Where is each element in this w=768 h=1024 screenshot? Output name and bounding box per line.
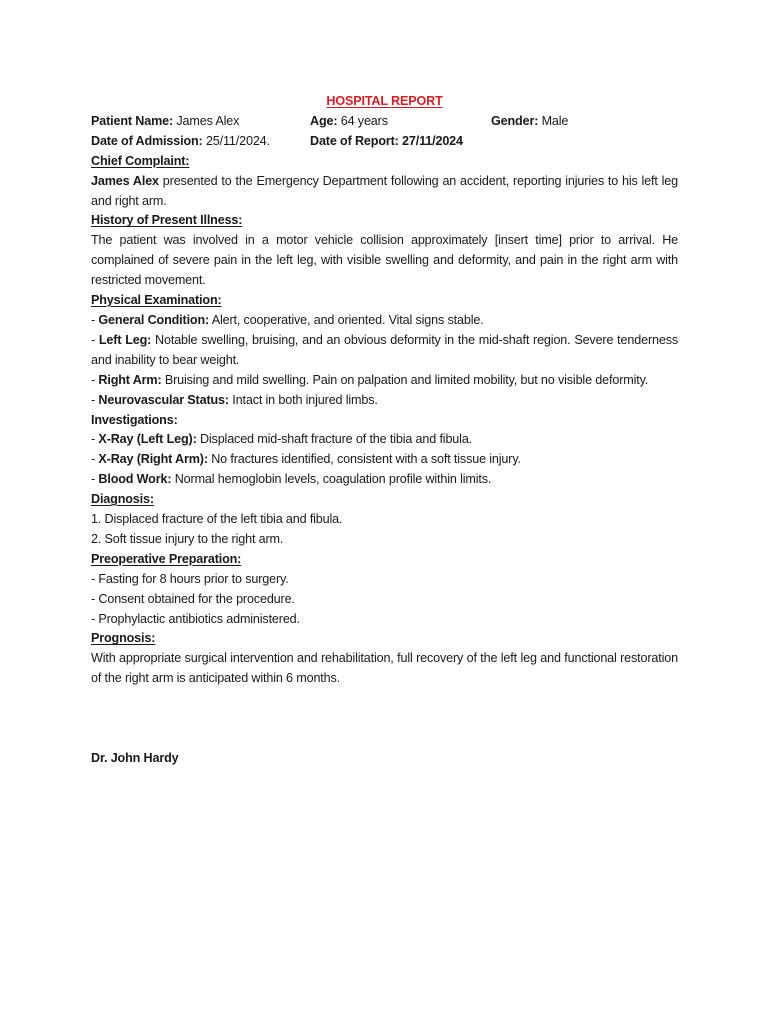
physical-exam-list [91, 311, 678, 411]
age-field: Age: 64 years [310, 113, 388, 128]
diagnosis-list [91, 510, 678, 550]
list-item: 1. Displaced fracture of the left tibia and fibula. [91, 512, 343, 527]
list-item: 2. Soft tissue injury to the right arm. [91, 531, 284, 546]
chief-complaint-heading: Chief Complaint: [91, 153, 190, 168]
preop-list [91, 570, 678, 630]
list-item: - X-Ray (Left Leg): Displaced mid-shaft fracture of the tibia and fibula. [91, 432, 473, 447]
preop-heading: Preoperative Preparation: [91, 551, 242, 566]
list-item: - Right Arm: Bruising and mild swelling. Pain on palpation and limited mobility, but no visible deformity. [91, 372, 649, 387]
list-item: - Left Leg: Notable swelling, bruising, and an obvious deformity in the mid-shaft region. Severe tenderness and inability to bear weight. [91, 332, 678, 367]
chief-complaint-text: James Alex presented to the Emergency Department following an accident, reporting injuries to his left leg and right arm. [91, 173, 678, 208]
list-item: - Blood Work: Normal hemoglobin levels, coagulation profile within limits. [91, 472, 492, 487]
report-date-field: Date of Report: 27/11/2024 [310, 133, 463, 148]
prognosis-text: With appropriate surgical intervention and rehabilitation, full recovery of the left leg and functional restoration of the right arm is anticipated within 6 months. [91, 651, 678, 686]
report-body [91, 92, 678, 769]
physical-exam-heading: Physical Examination: [91, 293, 222, 308]
list-item: - General Condition: Alert, cooperative, and oriented. Vital signs stable. [91, 312, 484, 327]
dates-row [91, 132, 678, 152]
list-item: - Fasting for 8 hours prior to surgery. [91, 571, 289, 586]
history-text: The patient was involved in a motor vehicle collision approximately [insert time] prior to arrival. He complained of severe pain in the left leg, with visible swelling and deformity, and pain in the right arm with restricted movement. [91, 233, 678, 288]
admission-date-field: Date of Admission: 25/11/2024. [91, 133, 270, 148]
patient-info-row [91, 112, 678, 132]
patient-name-field: Patient Name: James Alex [91, 113, 240, 128]
history-heading: History of Present Illness: [91, 213, 243, 228]
list-item: - Consent obtained for the procedure. [91, 591, 295, 606]
investigations-list [91, 430, 678, 490]
investigations-heading: Investigations: [91, 412, 178, 427]
gender-field: Gender: Male [491, 113, 569, 128]
list-item: - Neurovascular Status: Intact in both injured limbs. [91, 392, 378, 407]
list-item: - Prophylactic antibiotics administered. [91, 611, 300, 626]
prognosis-heading: Prognosis: [91, 631, 156, 646]
doctor-signature: Dr. John Hardy [91, 751, 179, 766]
list-item: - X-Ray (Right Arm): No fractures identified, consistent with a soft tissue injury. [91, 452, 521, 467]
diagnosis-heading: Diagnosis: [91, 492, 154, 507]
report-title: HOSPITAL REPORT [326, 94, 443, 108]
